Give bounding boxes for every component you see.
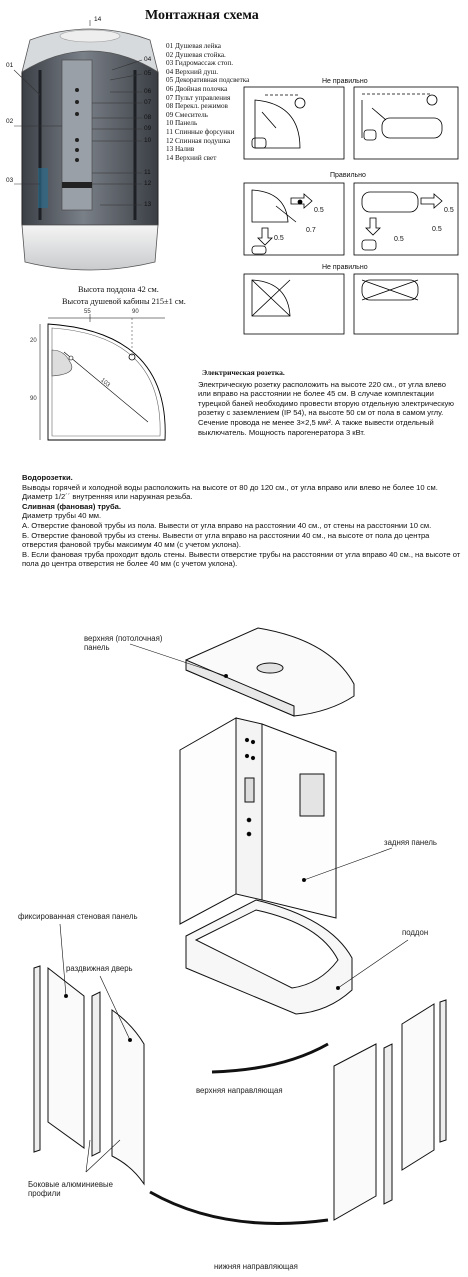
callout-01: 01 bbox=[6, 62, 14, 69]
dist-0-5-a: 0.5 bbox=[314, 207, 324, 214]
label-side-profiles: Боковые алюминиевые профили bbox=[28, 1180, 113, 1198]
dist-0-5-d: 0.5 bbox=[394, 236, 404, 243]
plan-dim-90-top: 90 bbox=[132, 309, 139, 315]
dist-0-7: 0.7 bbox=[306, 227, 316, 234]
label-sliding-door: раздвижная дверь bbox=[66, 964, 133, 973]
right-label: Правильно bbox=[330, 172, 366, 179]
parts-list-item: 13 Налив bbox=[166, 145, 195, 154]
drain-line: Б. Отверстие фановой трубы из стены. Вывести от угла вправо на расстоянии 40 см., на высоте от пола до центра отверстия фановой трубы максимум 40 мм (с учетом уклона). bbox=[22, 530, 430, 550]
pallet-height: Высота поддона 42 см. bbox=[78, 285, 159, 294]
placement-diagram-right bbox=[244, 183, 458, 255]
cabin-height: Высота душевой кабины 215±1 см. bbox=[62, 297, 186, 306]
callout-14: 14 bbox=[94, 16, 102, 23]
callout-13: 13 bbox=[144, 201, 152, 208]
callout-06: 06 bbox=[144, 88, 152, 95]
label-lower-guide: нижняя направляющая bbox=[214, 1262, 298, 1271]
placement-diagram-wrong-1 bbox=[244, 87, 458, 159]
parts-list-item: 03 Гидромассаж стоп. bbox=[166, 59, 234, 68]
page-title: Монтажная схема bbox=[145, 8, 259, 23]
callout-11: 11 bbox=[144, 169, 151, 176]
dimensions-text bbox=[62, 284, 186, 308]
parts-list-item: 02 Душевая стойка. bbox=[166, 50, 226, 59]
callout-03: 03 bbox=[6, 177, 14, 184]
shower-cabin-photo bbox=[22, 29, 158, 270]
parts-list-item: 01 Душевая лейка bbox=[166, 42, 221, 50]
label-back-panel: задняя панель bbox=[384, 838, 437, 847]
parts-list-item: 04 Верхний душ. bbox=[166, 67, 219, 76]
callout-09: 09 bbox=[144, 125, 152, 132]
callout-05: 05 bbox=[144, 70, 152, 77]
label-fixed-panel: фиксированная стеновая панель bbox=[18, 912, 138, 921]
callout-12: 12 bbox=[144, 180, 152, 187]
label-upper-guide: верхняя направляющая bbox=[196, 1086, 283, 1095]
plan-dim-103: 103 bbox=[99, 377, 111, 389]
exploded-view bbox=[34, 628, 446, 1224]
water-section bbox=[22, 473, 462, 569]
electrical-section bbox=[198, 368, 460, 437]
dist-0-5-c: 0.5 bbox=[444, 207, 454, 214]
parts-list-item: 11 Спинные форсунки bbox=[166, 127, 235, 136]
parts-list-item: 12 Спинная подушка bbox=[166, 136, 231, 145]
callout-07: 07 bbox=[144, 99, 152, 106]
dist-0-5-b: 0.5 bbox=[274, 235, 284, 242]
plan-dim-20: 20 bbox=[30, 338, 37, 344]
electrical-text: Электрическую розетку расположить на высоте 220 см., от угла влево или вправо на расстоянии не более 45 см. В случае комплектации турецкой баней необходимо провести вторую отдельную электрическую розетку с заземлением (IP 54), на высоте 50 см от пола в самом углу. Сечение провода не менее 3×2,5 мм². А также вывести отдельный выключатель. Мощность парогенератора 3 кВт. bbox=[198, 379, 454, 437]
dist-0-5-e: 0.5 bbox=[432, 226, 442, 233]
electrical-heading: Электрическая розетка. bbox=[202, 368, 285, 377]
wrong-label-1: Не правильно bbox=[322, 78, 368, 85]
callout-04: 04 bbox=[144, 56, 152, 63]
placement-diagram-wrong-2 bbox=[244, 274, 458, 334]
label-top-panel: верхняя (потолочная) панель bbox=[84, 634, 163, 652]
parts-list-item: 08 Перекл. режимов bbox=[166, 102, 228, 111]
water-heading: Водорозетки. bbox=[22, 473, 73, 482]
callout-08: 08 bbox=[144, 114, 152, 121]
drain-heading: Сливная (фановая) труба. bbox=[22, 501, 121, 511]
parts-list-item: 05 Декоративная подсветка bbox=[166, 76, 250, 85]
parts-list-item: 14 Верхний свет bbox=[166, 153, 217, 162]
drain-line: Диаметр трубы 40 мм. bbox=[22, 511, 102, 521]
plan-dim-55: 55 bbox=[84, 309, 91, 315]
wrong-label-2: Не правильно bbox=[322, 264, 368, 271]
drain-line: В. Если фановая труба проходит вдоль стены. Вывести отверстие трубы на расстоянии от угла вправо 40 см., на высоте от пола до центра отверстия не более 40 мм (с учетом уклона). bbox=[22, 549, 461, 569]
callout-02: 02 bbox=[6, 118, 14, 125]
plan-dim-90-side: 90 bbox=[30, 396, 37, 402]
callout-10: 10 bbox=[144, 137, 152, 144]
parts-list-item: 09 Смеситель bbox=[166, 110, 208, 119]
parts-list-item: 07 Пульт управления bbox=[166, 93, 231, 102]
label-tray: поддон bbox=[402, 928, 429, 937]
parts-list-item: 06 Двойная полочка bbox=[166, 84, 228, 93]
drain-line: А. Отверстие фановой трубы из пола. Вывести от угла вправо на расстоянии 40 см., от стены на расстоянии 10 см. bbox=[22, 520, 432, 530]
water-text: Выводы горячей и холодной воды расположить на высоте от 80 до 120 см., от угла вправо или влево не более 10 см. Диаметр 1/2´´ внутренняя или наружная резьба. bbox=[22, 482, 438, 502]
parts-list-item: 10 Панель bbox=[166, 119, 198, 128]
